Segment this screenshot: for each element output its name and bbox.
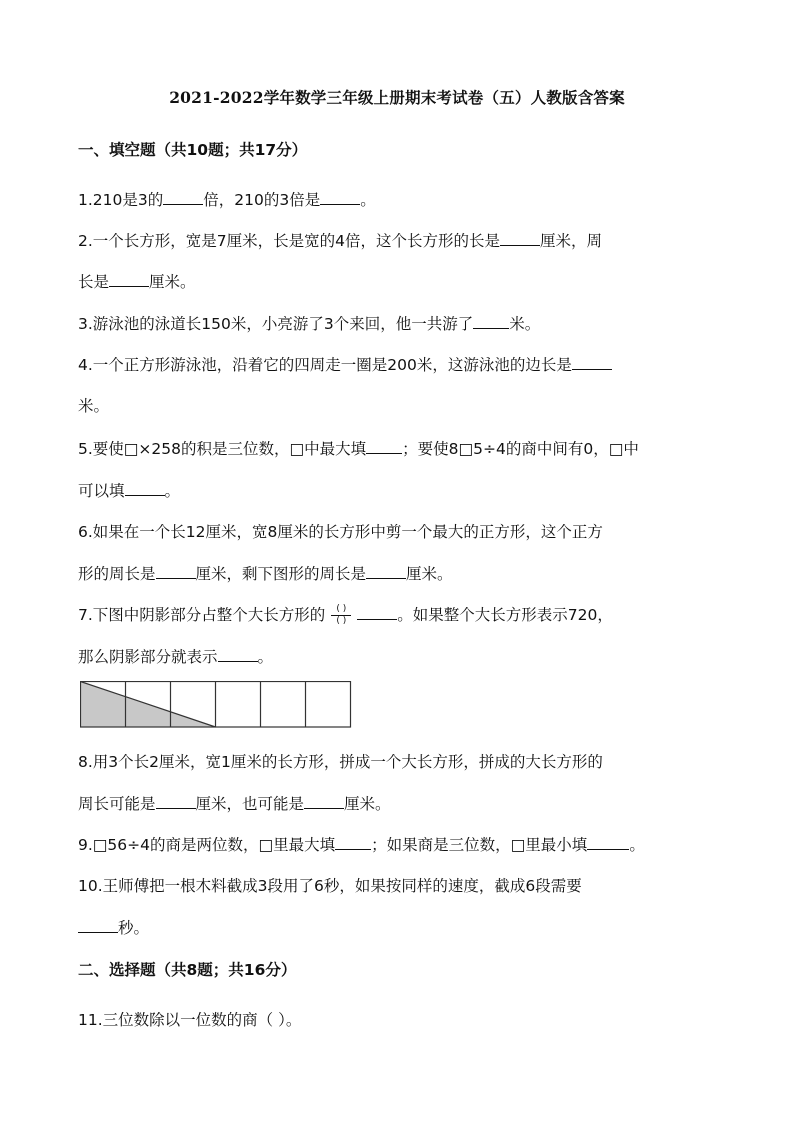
answer-blank[interactable] (304, 792, 344, 809)
answer-blank[interactable] (163, 188, 203, 205)
question-7-line-2: 那么阴影部分就表示 。 (78, 645, 273, 667)
answer-blank[interactable] (218, 645, 258, 662)
answer-blank[interactable] (366, 437, 402, 454)
fraction-numerator[interactable]: ( ) (336, 604, 347, 614)
question-2-line-1: 2.一个长方形，宽是7厘米，长是宽的4倍，这个长方形的长是 厘米，周 (78, 229, 602, 251)
answer-blank[interactable] (587, 833, 629, 850)
question-6-line-2: 形的周长是 厘米，剩下图形的周长是 厘米。 (78, 562, 453, 584)
fraction-denominator[interactable]: ( ) (336, 616, 347, 626)
question-4-line-2: 米。 (78, 397, 110, 415)
section-heading-fill-blank: 一、填空题（共10题；共17分） (78, 141, 308, 159)
question-5-line-1: 5.要使□×258的积是三位数，□中最大填 ；要使8□5÷4的商中间有0，□中 (78, 437, 639, 459)
answer-blank[interactable] (357, 603, 397, 620)
question-10-line-2: 秒。 (78, 916, 149, 938)
question-11: 11.三位数除以一位数的商（ ）。 (78, 1011, 302, 1029)
answer-blank[interactable] (335, 833, 371, 850)
question-8-line-2: 周长可能是 厘米，也可能是 厘米。 (78, 792, 391, 814)
answer-blank[interactable] (320, 188, 360, 205)
question-9: 9.□56÷4的商是两位数，□里最大填 ；如果商是三位数，□里最小填 。 (78, 833, 645, 855)
question-10-line-1: 10.王师傅把一根木料截成3段用了6秒，如果按同样的速度，截成6段需要 (78, 877, 582, 895)
fraction-placeholder (331, 604, 351, 627)
answer-blank[interactable] (572, 353, 612, 370)
question-5-line-2: 可以填 。 (78, 479, 180, 501)
answer-blank[interactable] (78, 916, 118, 933)
question-2-line-2: 长是 厘米。 (78, 270, 196, 292)
rectangle-figure (80, 681, 352, 729)
answer-blank[interactable] (109, 270, 149, 287)
answer-blank[interactable] (125, 479, 165, 496)
question-3: 3.游泳池的泳道长150米，小亮游了3个来回，他一共游了 米。 (78, 312, 540, 334)
answer-blank[interactable] (156, 562, 196, 579)
section-heading-multiple-choice: 二、选择题（共8题；共16分） (78, 961, 297, 979)
page-title: 2021-2022学年数学三年级上册期末考试卷（五）人教版含答案 (169, 88, 625, 107)
question-6-line-1: 6.如果在一个长12厘米，宽8厘米的长方形中剪一个最大的正方形，这个正方 (78, 523, 603, 541)
question-8-line-1: 8.用3个长2厘米，宽1厘米的长方形，拼成一个大长方形，拼成的大长方形的 (78, 753, 603, 771)
question-4-line-1: 4.一个正方形游泳池，沿着它的四周走一圈是200米，这游泳池的边长是 (78, 353, 612, 375)
answer-blank[interactable] (366, 562, 406, 579)
question-1: 1.210是3的 倍，210的3倍是 。 (78, 188, 376, 210)
answer-blank[interactable] (156, 792, 196, 809)
question-7-line-1: 7.下图中阴影部分占整个大长方形的 $\frac{( )}{( )}$ 。如果整个大长方形表示720， (78, 604, 613, 626)
answer-blank[interactable] (473, 312, 509, 329)
answer-blank[interactable] (500, 229, 540, 246)
